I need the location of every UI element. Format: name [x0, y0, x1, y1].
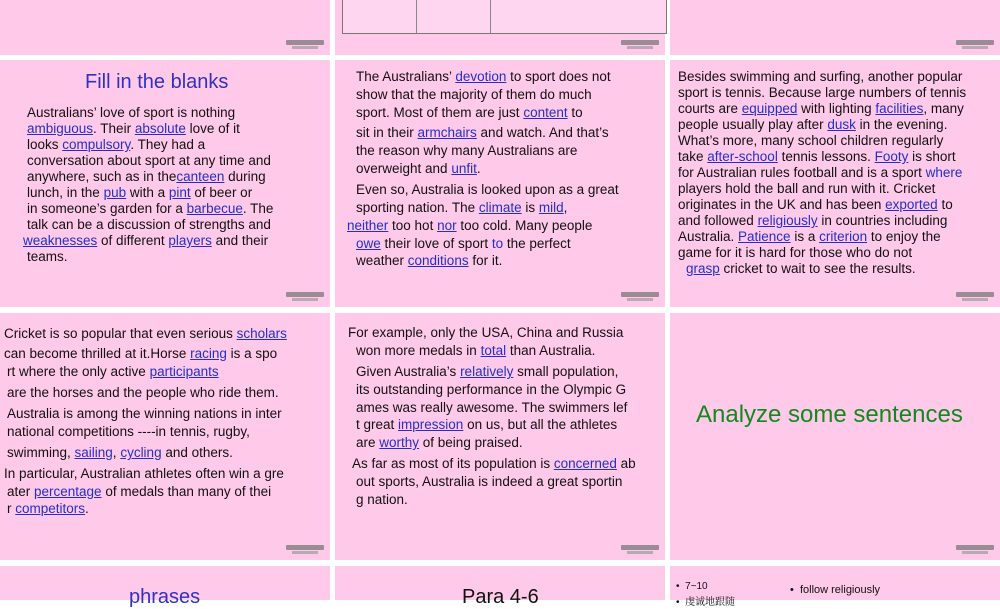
- table-remnant: [342, 0, 667, 34]
- watermark-logo: [956, 545, 994, 554]
- watermark-logo: [621, 40, 659, 49]
- watermark-logo: [956, 292, 994, 301]
- watermark-logo: [286, 40, 324, 49]
- watermark-logo: [621, 545, 659, 554]
- slide-cricket-racing: Cricket is so popular that even serious scholars can become thrilled at it.Horse racing is a spo rt where the only active participants are the horses and the people who ride them. Australia is among the winning nations in inter national competitions ----in tennis, rugby, swimming, sailing, cycling and others. In particular, Australian athletes often win a gre ater percentage of medals than many of thei r competitors.: [0, 313, 330, 560]
- slide-devotion: The Australians’ devotion to sport does not show that the majority of them do much sport. Most of them are just content to sit in their armchairs and watch. And that’s the reason why many Australians are overweight and unfit. Even so, Australia is looked upon as a great sporting nation. The climate is mild, neither too hot nor too cold. Many people owe their love of sport to the perfect weather conditions for it.: [335, 60, 665, 307]
- slide-1: [0, 0, 330, 55]
- slide-analyze: [670, 313, 1000, 560]
- slide-title: Analyze some sentences: [696, 401, 963, 428]
- watermark-logo: [286, 292, 324, 301]
- watermark-logo: [286, 545, 324, 554]
- bullet-item: • 虔诚地跟随: [676, 597, 736, 608]
- watermark-logo: [621, 292, 659, 301]
- slide-bullets: [670, 566, 1000, 608]
- slide-3: [670, 0, 1000, 55]
- slide-olympics: For example, only the USA, China and Russia won more medals in total than Australia. Given Australia’s relatively small population, its outstanding performance in the Olympic G ames was really awesome. The swimmers lef t great impression on us, but all the athletes are worthy of being praised. As far as most of its population is concerned ab out sports, Australia is indeed a great sportin g nation.: [335, 313, 665, 560]
- slide-tennis-cricket: Besides swimming and surfing, another popular sport is tennis. Because large numbers of tennis courts are equipped with lighting facilities, many people usually play after dusk in the evening. What’s more, many school children regularly take after-school tennis lessons. Footy is short for Australian rules football and is a sport where players hold the ball and run with it. Cricket originates in the UK and has been exported to and followed religiously in countries including Australia. Patience is a criterion to enjoy the game for it is hard for those who do not grasp cricket to wait to see the results.: [670, 60, 1000, 307]
- slide-phrases: [0, 566, 330, 608]
- bullet-item: • 7~10: [676, 581, 708, 592]
- slide-title: phrases: [129, 586, 201, 608]
- slide-title: Fill in the blanks: [85, 71, 229, 93]
- watermark-logo: [956, 40, 994, 49]
- bullet-item: • follow religiously: [790, 584, 881, 596]
- slide-title: Para 4-6: [462, 586, 539, 608]
- slide-para: [335, 566, 665, 608]
- slide-fill-in-blanks: Fill in the blanks Australians’ love of sport is nothing ambiguous. Their absolute love of it looks compulsory. They had a conversation about sport at any time and anywhere, such as in thecanteen during lunch, in the pub with a pint of beer or in someone’s garden for a barbecue. The talk can be a discussion of strengths and weaknesses of different players and their teams.: [0, 60, 330, 307]
- slide-2: [335, 0, 665, 55]
